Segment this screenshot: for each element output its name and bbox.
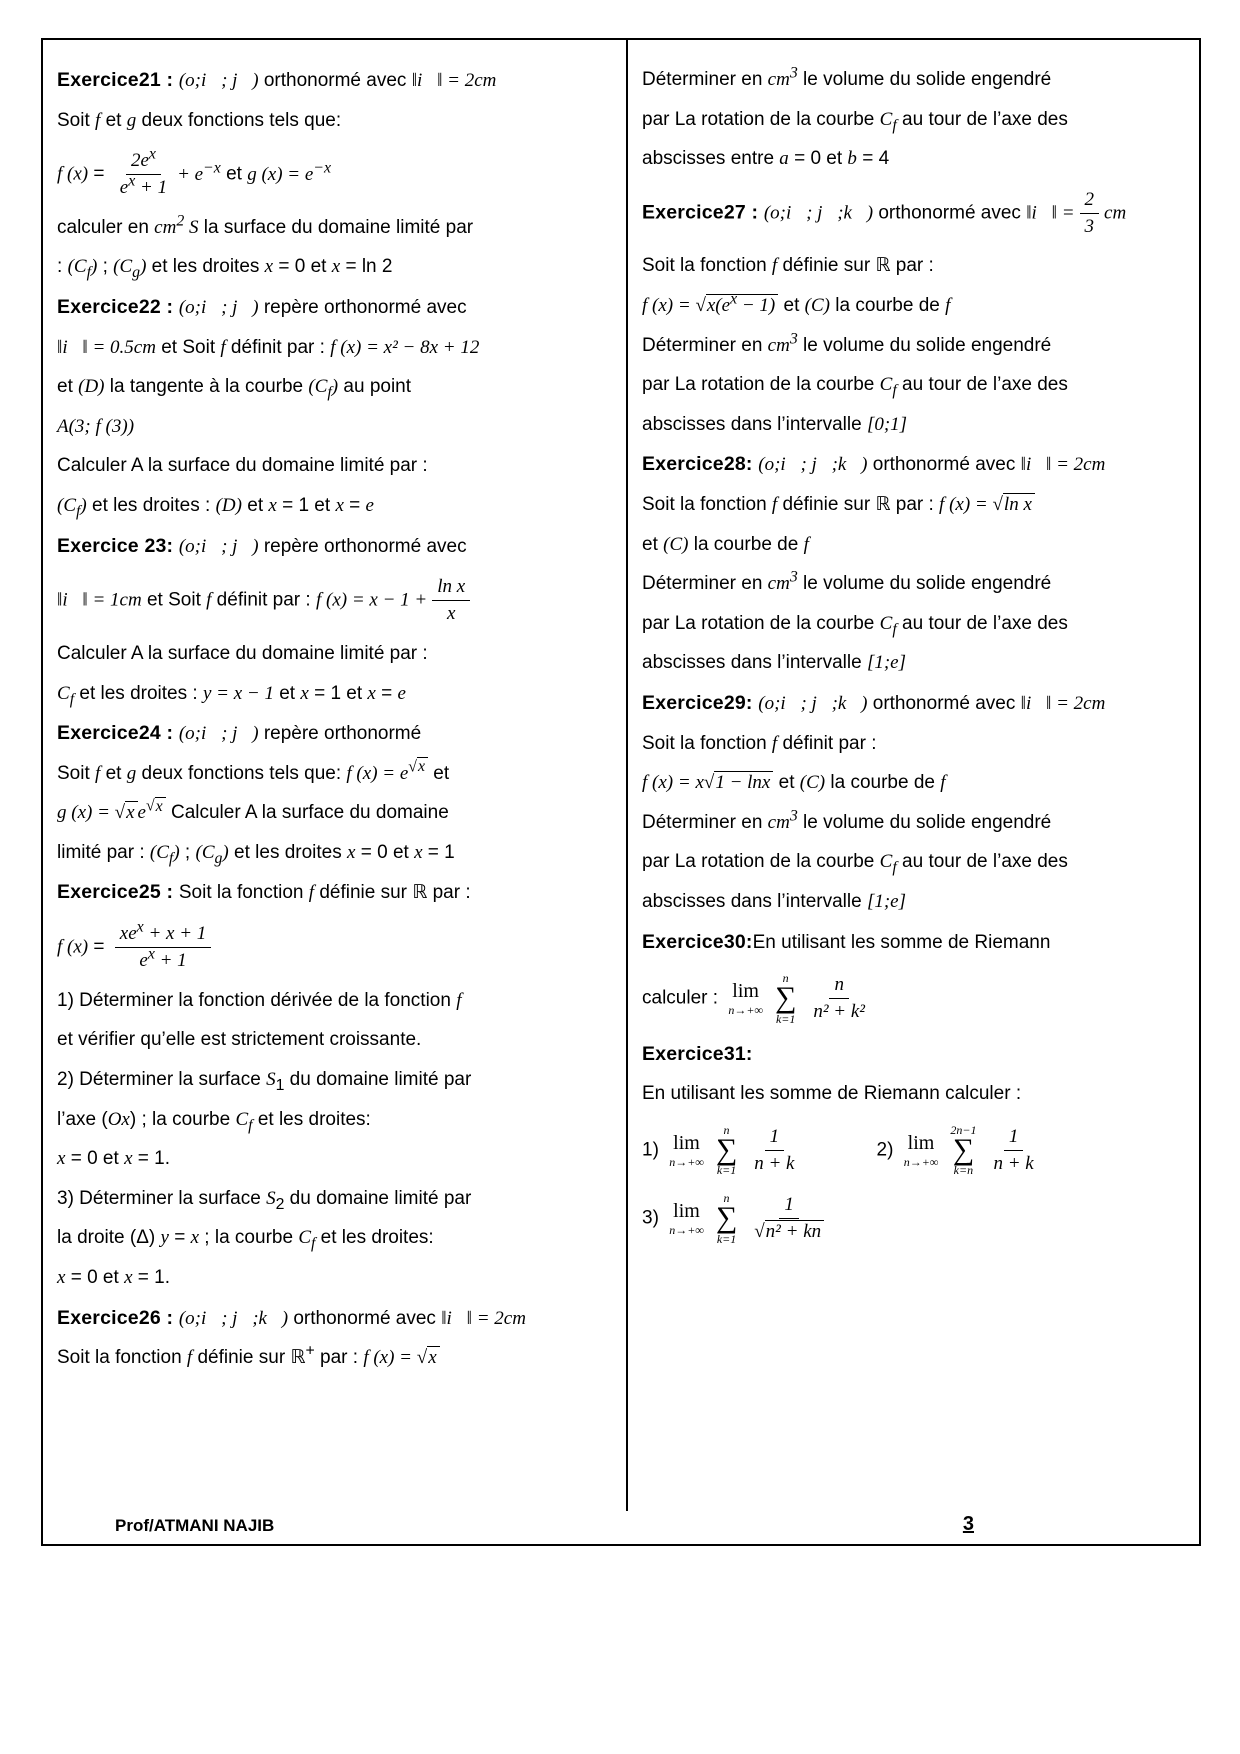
- text-line: 3) lim n→+∞ n ∑ k=1 $\frac{1}{\text{√n² + kn}}$: [642, 1192, 1187, 1245]
- text-line: abscisses dans l’intervalle [0;1]: [642, 413, 908, 435]
- text-line: calculer en $cm^2$ S la surface du domaine limité par: [57, 212, 474, 238]
- text-line: f (x) = x√1 − lnx et (C) la courbe de f: [642, 772, 946, 794]
- text-line: calculer : lim n→+∞ n ∑ k=1 $\frac{n}{\text{n² + k²}}$: [642, 971, 866, 1026]
- text-line: et vérifier qu’elle est strictement croissante.: [57, 1029, 422, 1051]
- text-line: En utilisant les somme de Riemann calculer :: [642, 1083, 1022, 1105]
- text-line: abscisses entre a = 0 et b = 4: [642, 148, 890, 170]
- text-line: Soit f et g deux fonctions tels que:: [57, 109, 342, 131]
- text-line: Exercice30:En utilisant les somme de Riemann: [642, 930, 1051, 953]
- footer-page-number: 3: [962, 1513, 974, 1535]
- text-line: Exercice24 : (o;i⃗; j⃗) repère orthonormé: [57, 722, 422, 745]
- text-line: Exercice21 : (o;i⃗; j⃗) orthonormé avec ‖i⃗‖ = 2cm: [57, 69, 497, 91]
- text-line: f $(x) = √x(e^x - 1)$ et (C) la courbe de f: [642, 290, 951, 317]
- text-line: Déterminer en $cm^3$ le volume du solide engendré: [642, 64, 1052, 90]
- text-line: Calculer A la surface du domaine limité par :: [57, 455, 428, 477]
- right-column: [628, 40, 1199, 1511]
- text-line: 1) Déterminer la fonction dérivée de la fonction f: [57, 989, 462, 1011]
- text-line: Soit la fonction f définie sur ℝ+ par : f (x) = √x: [57, 1345, 614, 1372]
- left-column: [43, 40, 628, 1511]
- text-line: 3) Déterminer la surface $S_2$ du domaine limité par: [57, 1187, 472, 1213]
- text-line: Soit la fonction f définit par :: [642, 732, 877, 754]
- text-line: abscisses dans l’intervalle [1;e]: [642, 652, 907, 674]
- text-line: Exercice25 : Soit la fonction f définie sur ℝ par :: [57, 881, 471, 904]
- text-line: par La rotation de la courbe $C_f$ au tour de l’axe des: [642, 851, 1068, 877]
- text-line: et (D) la tangente à la courbe $(C_f)$ au point: [57, 376, 412, 402]
- text-line: Calculer A la surface du domaine limité par :: [57, 642, 428, 664]
- page-border-frame: [41, 38, 1201, 1546]
- text-line: ‖i⃗‖ = 0.5cm et Soit f définit par : f (x) = x² − 8x + 12: [57, 336, 480, 358]
- text-line: : $(C_f)$ ; $(C_g)$ et les droites x = 0 et x = ln 2: [57, 256, 393, 282]
- text-line: limité par : $(C_f)$ ; $(C_g)$ et les droites x = 0 et x = 1: [57, 841, 455, 867]
- footer-author: Prof/ATMANI NAJIB: [115, 1516, 275, 1535]
- text-line: x = 0 et x = 1.: [57, 1148, 170, 1170]
- page-footer: [43, 1511, 1199, 1544]
- text-line: Exercice 23: (o;i⃗; j⃗) repère orthonormé avec: [57, 534, 467, 557]
- text-line: Exercice29: (o;i⃗; j⃗;k⃗) orthonormé avec ‖i⃗‖ = 2cm: [642, 692, 1106, 714]
- text-line: par La rotation de la courbe $C_f$ au tour de l’axe des: [642, 374, 1068, 400]
- text-line: A(3; f (3)): [57, 415, 135, 437]
- text-line: par La rotation de la courbe $C_f$ au tour de l’axe des: [642, 108, 1068, 134]
- text-line: f (x) = $\frac{2e^x}{e^x + 1}$ + $e^{-x}$ et g $(x) = e^{-x}$: [57, 145, 332, 199]
- two-column-layout: [43, 40, 1199, 1511]
- text-line: Exercice28: (o;i⃗; j⃗;k⃗) orthonormé avec ‖i⃗‖ = 2cm: [642, 453, 1106, 476]
- text-line: Déterminer en $cm^3$ le volume du solide engendré: [642, 807, 1052, 833]
- text-line: Soit f et g deux fonctions tels que: f $(x) = e^{√x}$ et: [57, 758, 450, 784]
- text-line: Exercice22 : (o;i⃗; j⃗) repère orthonormé avec: [57, 296, 467, 319]
- text-line: ‖i⃗‖ = 1cm et Soit f définit par : f (x) = x − 1 + $\frac{\text{ln x}}{x}$: [57, 576, 614, 625]
- text-line: x = 0 et x = 1.: [57, 1266, 170, 1288]
- text-line: Exercice27 : (o;i⃗; j⃗;k⃗) orthonormé avec ‖i⃗‖ = $\frac{2}{3}$ cm: [642, 188, 1127, 237]
- text-line: Déterminer en $cm^3$ le volume du solide engendré: [642, 330, 1052, 356]
- text-line: Soit la fonction f définie sur ℝ par : f (x) = √ln x: [642, 492, 1187, 519]
- text-line: et (C) la courbe de f: [642, 533, 809, 555]
- text-line: $(C_f)$ et les droites : (D) et x = 1 et x = e: [57, 495, 374, 520]
- text-line: $C_f$ et les droites : y = x − 1 et x = 1 et x = e: [57, 682, 406, 708]
- text-line: Soit la fonction f définie sur ℝ par :: [642, 255, 934, 277]
- text-line: Exercice26 : (o;i⃗; j⃗;k⃗) orthonormé avec ‖i⃗‖ = 2cm: [57, 1306, 526, 1329]
- text-line: la droite (Δ) y = x ; la courbe $C_f$ et les droites:: [57, 1227, 434, 1253]
- text-line: g (x) = √x $e^{√x}$ Calculer A la surface du domaine: [57, 797, 449, 824]
- text-line: f (x) = $\frac{xe^x + x + 1}{e^x + 1}$: [57, 923, 614, 972]
- text-line: abscisses dans l’intervalle [1;e]: [642, 890, 907, 912]
- text-line: par La rotation de la courbe $C_f$ au tour de l’axe des: [642, 612, 1068, 638]
- text-line: Exercice31:: [642, 1042, 753, 1065]
- text-line: 2) Déterminer la surface $S_1$ du domaine limité par: [57, 1068, 472, 1094]
- text-line: 1) lim n→+∞ n ∑ k=1 $\frac{1}{n + k}$ 2) lim n→+∞ 2n−1 ∑ k=n $\frac{1}{n + k}$: [642, 1122, 1034, 1178]
- text-line: l’axe (Ox) ; la courbe $C_f$ et les droites:: [57, 1108, 371, 1134]
- text-line: Déterminer en $cm^3$ le volume du solide engendré: [642, 568, 1052, 595]
